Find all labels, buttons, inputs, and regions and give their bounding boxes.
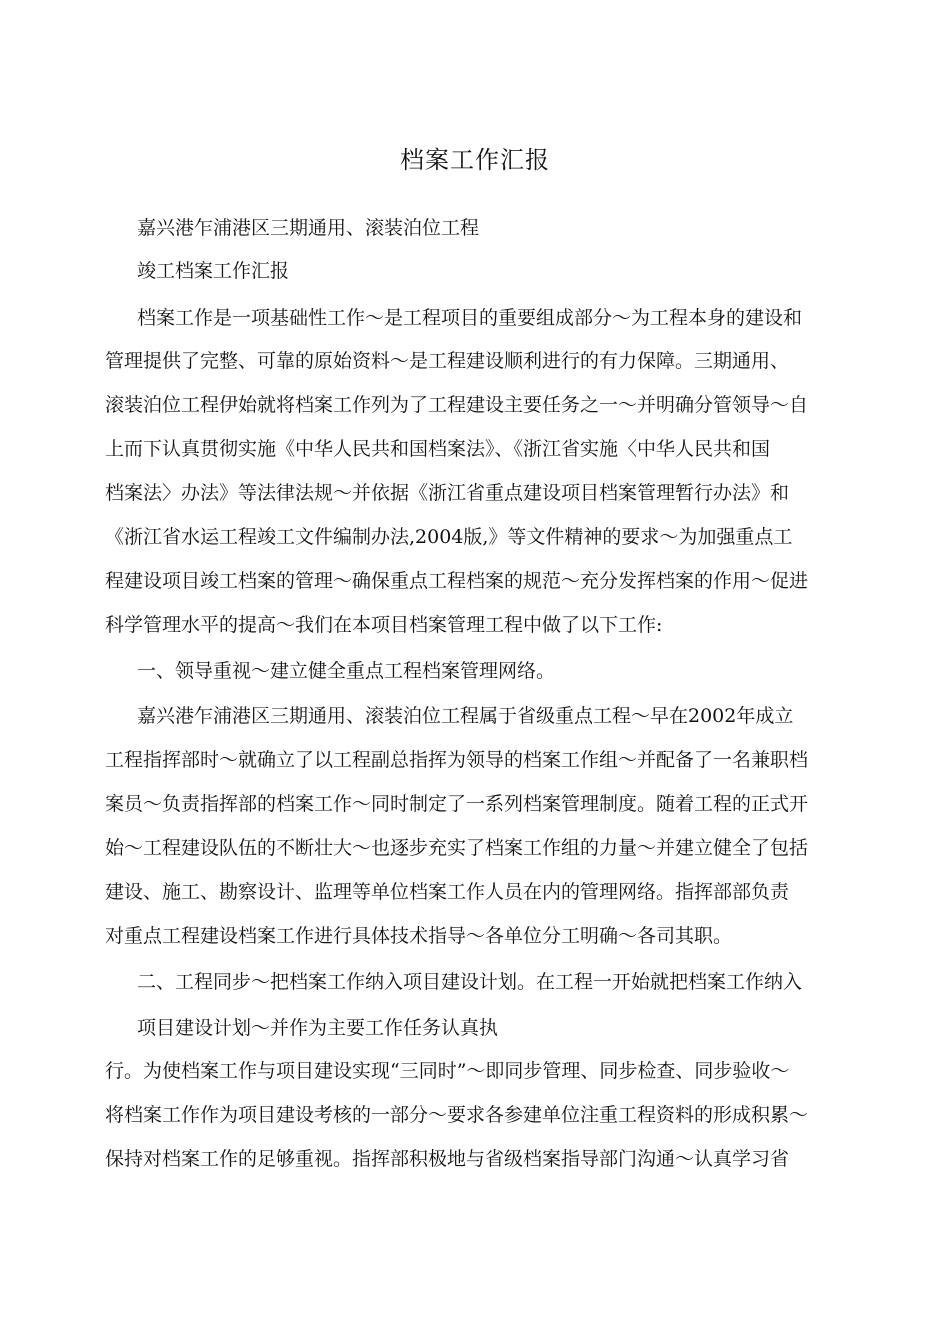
paragraph-line: 对重点工程建设档案工作进行具体技术指导〜各单位分工明确〜各司其职。 bbox=[105, 925, 733, 947]
paragraph-line: 程建设项目竣工档案的管理〜确保重点工程档案的规范〜充分发挥档案的作用〜促进 bbox=[105, 570, 809, 592]
paragraph-line: 嘉兴港乍浦港区三期通用、滚装泊位工程属于省级重点工程〜早在2002年成立 bbox=[137, 705, 794, 727]
subtitle-project-name: 嘉兴港乍浦港区三期通用、滚装泊位工程 bbox=[137, 217, 480, 239]
paragraph-line: 行。为使档案工作与项目建设实现“三同时”〜即同步管理、同步检查、同步验收〜 bbox=[105, 1060, 790, 1082]
paragraph-line: 案员〜负责指挥部的档案工作〜同时制定了一系列档案管理制度。随着工程的正式开 bbox=[105, 793, 809, 815]
paragraph-line: 科学管理水平的提高〜我们在本项目档案管理工程中做了以下工作: bbox=[105, 614, 663, 636]
subtitle-report-name: 竣工档案工作汇报 bbox=[137, 260, 290, 282]
paragraph-line: 《浙江省水运工程竣工文件编制办法,2004版,》等文件精神的要求〜为加强重点工 bbox=[105, 526, 793, 548]
document-title: 档案工作汇报 bbox=[400, 146, 550, 174]
paragraph-line: 上而下认真贯彻实施《中华人民共和国档案法》、《浙江省实施〈中华人民共和国 bbox=[105, 438, 771, 460]
paragraph-line: 工程指挥部时〜就确立了以工程副总指挥为领导的档案工作组〜并配备了一名兼职档 bbox=[105, 749, 809, 771]
paragraph-line: 滚装泊位工程伊始就将档案工作列为了工程建设主要任务之一〜并明确分管领导〜自 bbox=[105, 394, 809, 416]
paragraph-line: 管理提供了完整、可靠的原始资料〜是工程建设顺利进行的有力保障。三期通用、 bbox=[105, 350, 790, 372]
section-heading-2: 二、工程同步〜把档案工作纳入项目建设计划。在工程一开始就把档案工作纳入 bbox=[137, 971, 803, 993]
paragraph-line: 档案法〉办法》等法律法规〜并依据《浙江省重点建设项目档案管理暂行办法》和 bbox=[105, 482, 790, 504]
paragraph-line: 档案工作是一项基础性工作〜是工程项目的重要组成部分〜为工程本身的建设和 bbox=[137, 307, 803, 329]
paragraph-line: 项目建设计划〜并作为主要工作任务认真执 bbox=[137, 1017, 499, 1039]
paragraph-line: 始〜工程建设队伍的不断壮大〜也逐步充实了档案工作组的力量〜并建立健全了包括 bbox=[105, 837, 809, 859]
paragraph-line: 建设、施工、勘察设计、监理等单位档案工作人员在内的管理网络。指挥部部负责 bbox=[105, 881, 790, 903]
paragraph-line: 将档案工作作为项目建设考核的一部分〜要求各参建单位注重工程资料的形成积累〜 bbox=[105, 1104, 809, 1126]
section-heading-1: 一、领导重视〜建立健全重点工程档案管理网络。 bbox=[137, 660, 556, 682]
paragraph-line: 保持对档案工作的足够重视。指挥部积极地与省级档案指导部门沟通〜认真学习省 bbox=[105, 1148, 790, 1170]
